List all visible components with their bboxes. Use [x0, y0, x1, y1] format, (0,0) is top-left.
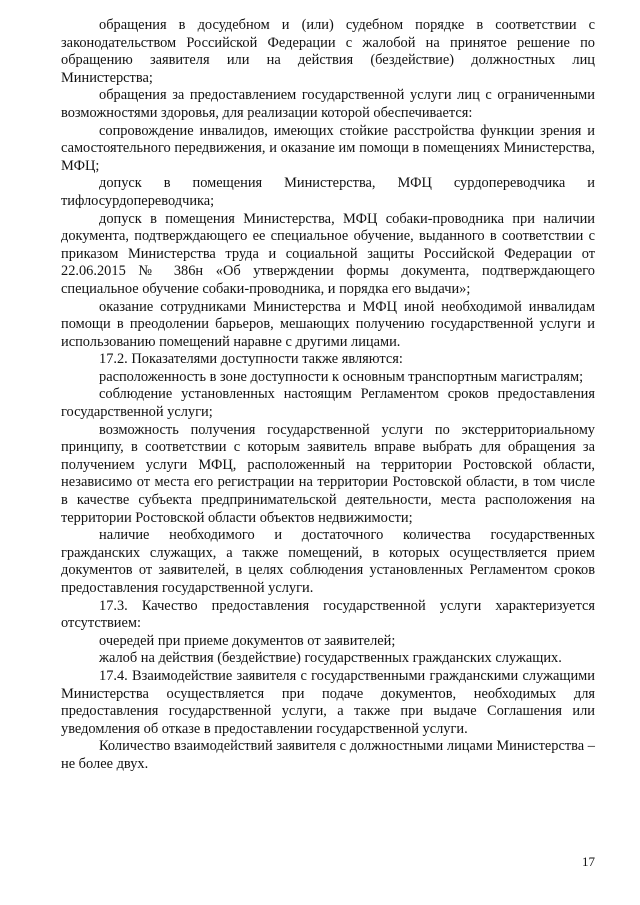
paragraph-transport: расположенность в зоне доступности к основным транспортным магистралям; — [99, 368, 584, 385]
paragraph-complaints: жалоб на действия (бездействие) государственных гражданских служащих. — [99, 650, 562, 667]
paragraph-17-4: 17.4. Взаимодействие заявителя с государственными гражданскими служащими Министерства осуществляется при подаче документов, необходимых для предоставления государственной услуги, а также при выдаче Соглашения или уведомления об отказе в предоставлении государственной услуги. — [61, 667, 595, 737]
paragraph-disabled-persons: обращения за предоставлением государственной услуги лиц с ограниченными возможностями здоровья, для реализации которой обеспечивается: — [61, 87, 595, 121]
paragraph-interaction-count: Количество взаимодействий заявителя с должностными лицами Министерства – не более двух. — [61, 738, 595, 772]
paragraph-17-2: 17.2. Показателями доступности также являются: — [99, 351, 403, 368]
paragraph-17-3: 17.3. Качество предоставления государственной услуги характеризуется отсутствием: — [61, 597, 595, 632]
paragraph-staff-count: наличие необходимого и достаточного количества государственных гражданских служащих, а также помещений, в которых осуществляется прием документов от заявителей, в целях соблюдения установленных Регламентом сроков предоставления государственной услуги. — [61, 527, 595, 596]
paragraph-deadlines: соблюдение установленных настоящим Регламентом сроков предоставления государственной услуги; — [61, 386, 595, 421]
paragraph-escort: сопровождение инвалидов, имеющих стойкие расстройства функции зрения и самостоятельного передвижения, и оказание им помощи в помещениях Министерства, МФЦ; — [61, 122, 595, 174]
paragraph-staff-assistance: оказание сотрудниками Министерства и МФЦ иной необходимой инвалидам помощи в преодолении барьеров, мешающих получению государственной услуги и использованию помещений наравне с другими лицами. — [61, 298, 595, 350]
paragraph-appeal-pretrial: обращения в досудебном и (или) судебном порядке в соответствии с законодательством Российской Федерации с жалобой на принятое решение по обращению заявителя или на действия (бездействие) должностных лиц Министерства; — [61, 17, 595, 86]
paragraph-guide-dog: допуск в помещения Министерства, МФЦ собаки-проводника при наличии документа, подтверждающего ее специальное обучение, выданного в соответствии с приказом Министерства труда и социальной защиты Российской Федерации от 22.06.2015 № 386н «Об утверждении формы документа, подтверждающего специальное обучение собаки-проводника, и порядка его выдачи»; — [61, 210, 595, 297]
paragraph-sign-interpreter: допуск в помещения Министерства, МФЦ сурдопереводчика и тифлосурдопереводчика; — [61, 175, 595, 209]
document-body — [61, 17, 595, 774]
paragraph-extraterritorial: возможность получения государственной услуги по экстерриториальному принципу, в соответствии с которым заявитель вправе выбрать для обращения за получением услуги МФЦ, расположенный на территории Ростовской области, независимо от места его регистрации на территории Ростовской области, в том числе в качестве субъекта предпринимательской деятельности, места расположения на территории Ростовской области объектов недвижимости; — [61, 421, 595, 526]
paragraph-queues: очередей при приеме документов от заявителей; — [99, 632, 396, 649]
page-number: 17 — [582, 854, 595, 869]
